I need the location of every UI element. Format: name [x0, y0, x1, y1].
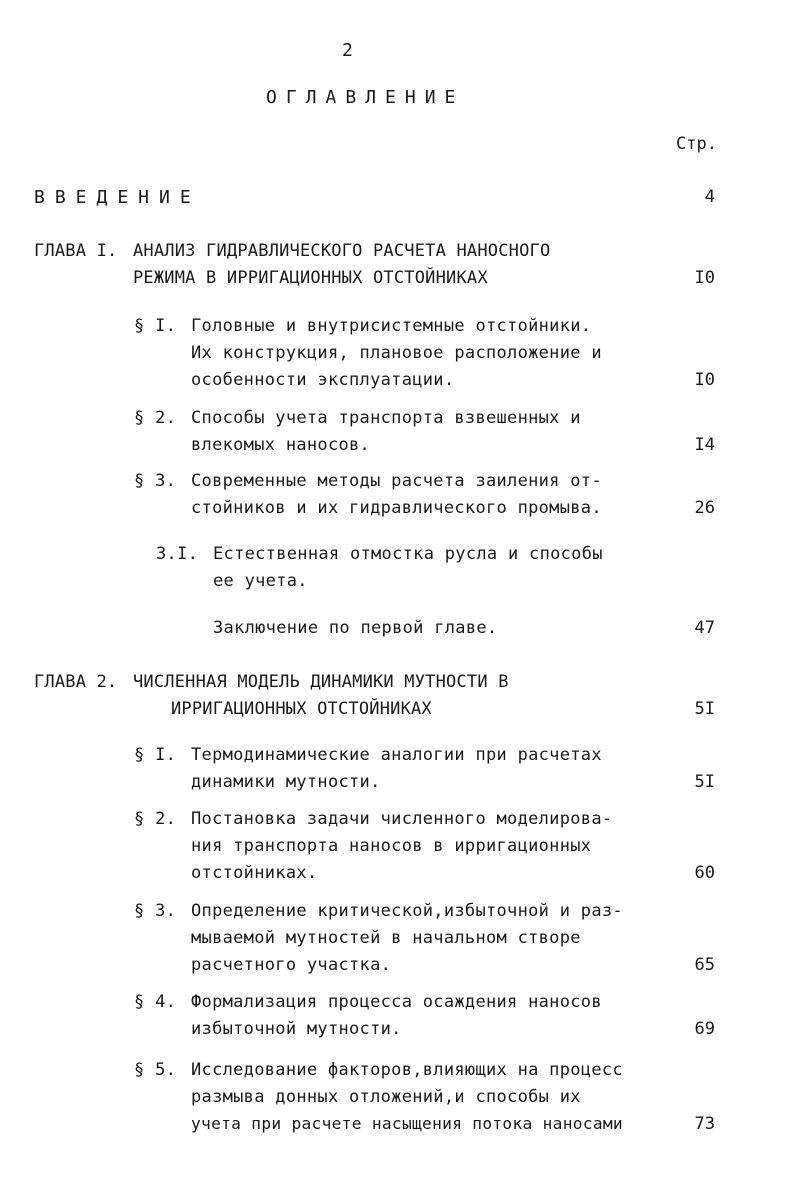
chapter2-label: ГЛАВА 2. — [34, 672, 118, 692]
chapter1-title-line2: РЕЖИМА В ИРРИГАЦИОННЫХ ОТСТОЙНИКАХ — [133, 268, 488, 288]
ch2-sec5-line3: учета при расчете насыщения потока наносами — [191, 1114, 623, 1133]
toc-heading: ОГЛАВЛЕНИЕ — [266, 87, 465, 108]
ch2-sec3-line3: расчетного участка. — [191, 955, 392, 975]
ch2-sec1-line2: динамики мутности. — [191, 772, 381, 792]
ch1-sec1-line1: Головные и внутрисистемные отстойники. — [191, 316, 592, 336]
ch2-sec3-line2: мываемой мутностей в начальном створе — [191, 928, 581, 948]
page-number: 2 — [342, 40, 353, 61]
page-column-label: Стр. — [676, 134, 717, 154]
ch2-sec1-line1: Термодинамические аналогии при расчетах — [191, 745, 602, 765]
ch2-sec5-number: § 5. — [134, 1060, 177, 1080]
ch2-sec3-number: § 3. — [134, 901, 177, 921]
ch1-sec2-line2: влекомых наносов. — [191, 435, 371, 455]
ch1-sec2-page: I4 — [694, 435, 715, 455]
intro-page: 4 — [704, 187, 715, 207]
ch2-sec4-line1: Формализация процесса осаждения наносов — [191, 992, 602, 1012]
ch1-sec1-page: I0 — [694, 370, 715, 390]
ch2-sec2-line3: отстойниках. — [191, 863, 318, 883]
intro-title: ВВЕДЕНИЕ — [34, 187, 201, 208]
ch1-subsec-line2: ее учета. — [213, 571, 308, 591]
ch1-sec3-line1: Современные методы расчета заиления от- — [191, 471, 602, 491]
ch2-sec3-line1: Определение критической,избыточной и раз- — [191, 901, 623, 921]
ch1-sec3-page: 26 — [694, 498, 715, 518]
ch1-sec1-number: § I. — [134, 316, 177, 336]
ch2-sec2-number: § 2. — [134, 809, 177, 829]
ch2-sec5-page: 73 — [694, 1114, 715, 1134]
ch1-subsec-number: 3.I. — [156, 544, 199, 564]
chapter2-title-line2: ИРРИГАЦИОННЫХ ОТСТОЙНИКАХ — [171, 699, 432, 719]
ch1-sec1-line3: особенности эксплуатации. — [191, 370, 455, 390]
ch2-sec4-line2: избыточной мутности. — [191, 1019, 402, 1039]
chapter2-page: 5I — [694, 699, 715, 719]
chapter2-title-line1: ЧИСЛЕННАЯ МОДЕЛЬ ДИНАМИКИ МУТНОСТИ В — [133, 672, 509, 692]
chapter1-title-line1: АНАЛИЗ ГИДРАВЛИЧЕСКОГО РАСЧЕТА НАНОСНОГО — [133, 241, 551, 261]
ch1-sec2-number: § 2. — [134, 408, 177, 428]
ch1-sec1-line2: Их конструкция, плановое расположение и — [191, 343, 602, 363]
ch2-sec3-page: 65 — [694, 955, 715, 975]
ch2-sec4-number: § 4. — [134, 992, 177, 1012]
ch1-sec2-line1: Способы учета транспорта взвешенных и — [191, 408, 581, 428]
ch2-sec2-line1: Постановка задачи численного моделирова- — [191, 809, 613, 829]
ch1-conclusion-page: 47 — [694, 618, 715, 638]
ch1-sec3-line2: стойников и их гидравлического промыва. — [191, 498, 602, 518]
ch2-sec4-page: 69 — [694, 1019, 715, 1039]
ch1-conclusion: Заключение по первой главе. — [213, 618, 498, 638]
ch1-sec3-number: § 3. — [134, 471, 177, 491]
chapter1-page: I0 — [694, 268, 715, 288]
ch2-sec5-line1: Исследование факторов,влияющих на процесс — [191, 1060, 623, 1080]
chapter1-label: ГЛАВА I. — [34, 241, 118, 261]
ch2-sec2-page: 60 — [694, 863, 715, 883]
ch2-sec1-number: § I. — [134, 745, 177, 765]
ch2-sec5-line2: размыва донных отложений,и способы их — [191, 1087, 581, 1107]
ch2-sec2-line2: ния транспорта наносов в ирригационных — [191, 836, 592, 856]
ch1-subsec-line1: Естественная отмостка русла и способы — [213, 544, 603, 564]
ch2-sec1-page: 5I — [694, 772, 715, 792]
